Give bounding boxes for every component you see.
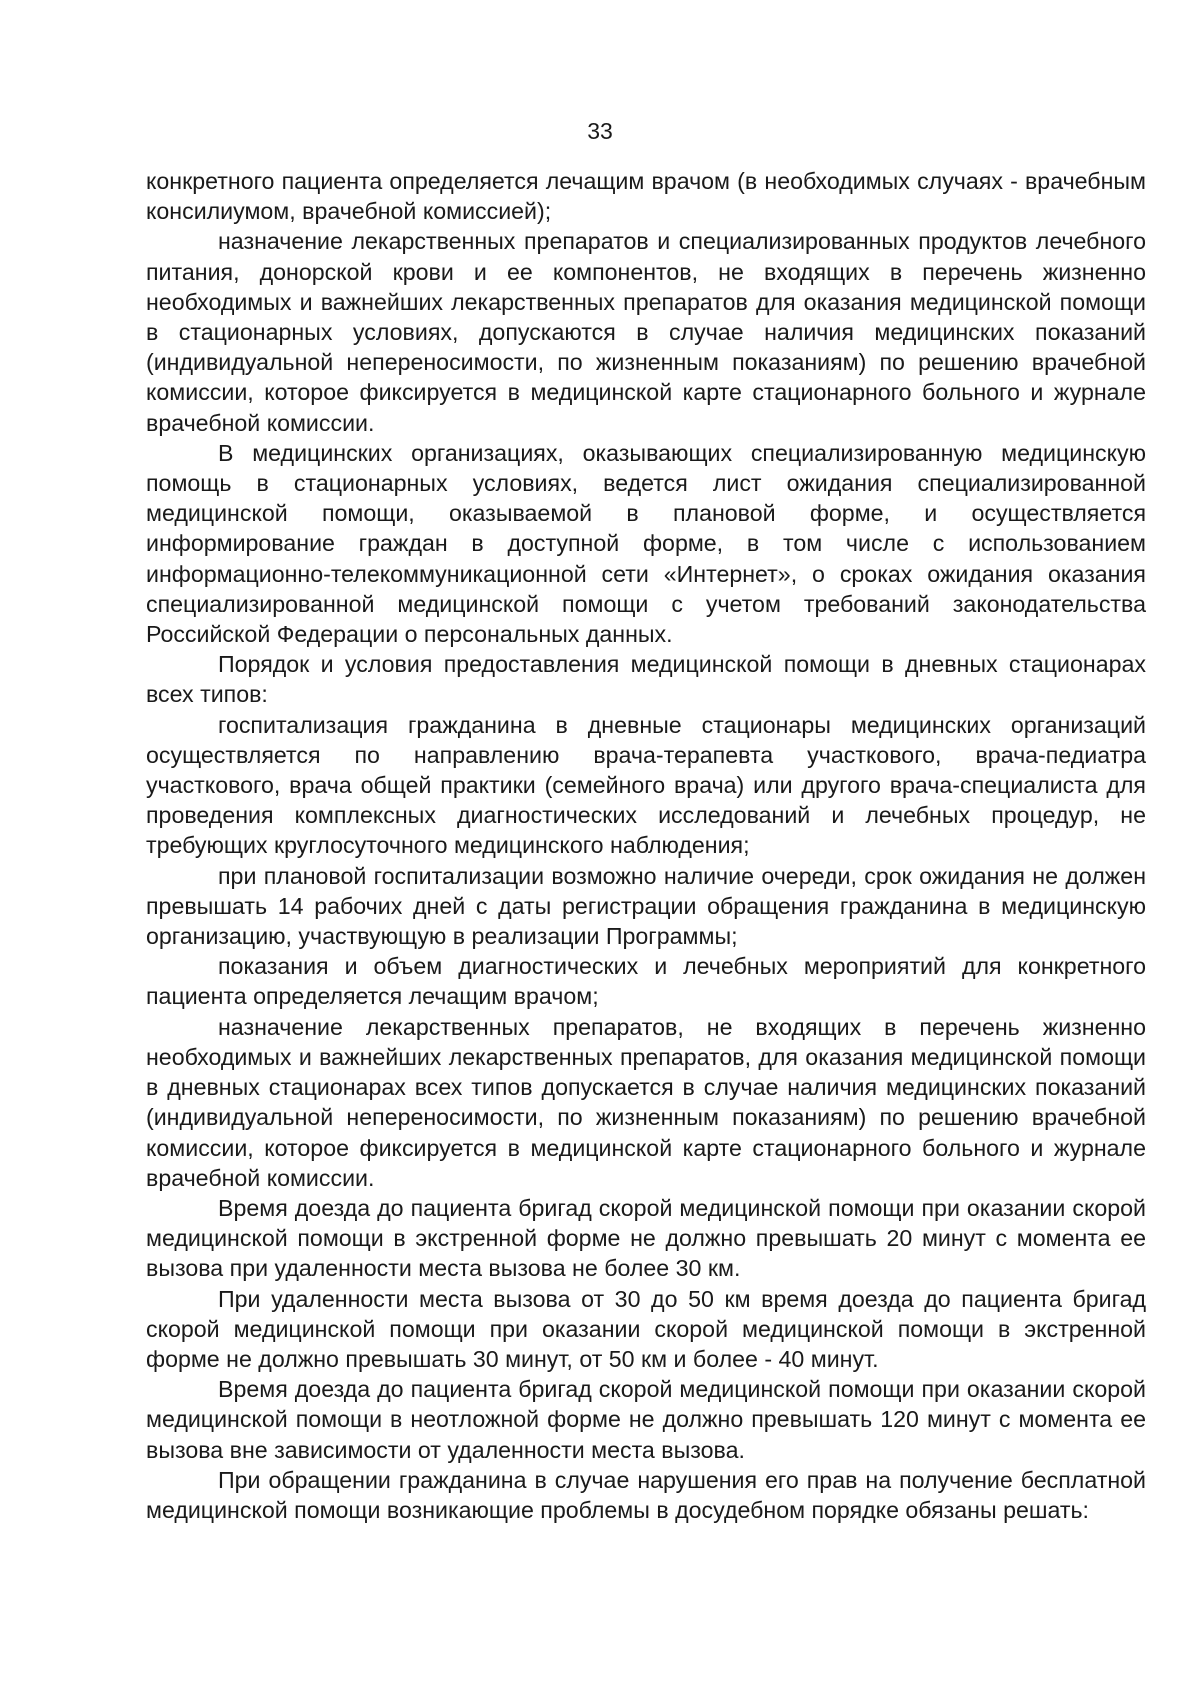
body-text	[146, 166, 1146, 1525]
paragraph-10: При удаленности места вызова от 30 до 50 км время доезда до пациента бригад скорой медицинской помощи при оказании скорой медицинской помощи в экстренной форме не должно превышать 30 минут, от 50 км и более - 40 минут.	[146, 1285, 1146, 1372]
paragraph-8: назначение лекарственных препаратов, не входящих в перечень жизненно необходимых и важнейших лекарственных препаратов, для оказания медицинской помощи в дневных стационарах всех типов допускается в случае наличия медицинских показаний (индивидуальной непереносимости, по жизненным показаниям) по решению врачебной комиссии, которое фиксируется в медицинской карте стационарного больного и журнале врачебной комиссии.	[146, 1013, 1146, 1191]
paragraph-4: Порядок и условия предоставления медицинской помощи в дневных стационарах всех типов:	[146, 651, 1146, 708]
paragraph-12: При обращении гражданина в случае нарушения его прав на получение бесплатной медицинской помощи возникающие проблемы в досудебном порядке обязаны решать:	[146, 1466, 1146, 1523]
paragraph-11: Время доезда до пациента бригад скорой медицинской помощи при оказании скорой медицинской помощи в неотложной форме не должно превышать 120 минут с момента ее вызова вне зависимости от удаленности места вызова.	[146, 1376, 1146, 1463]
paragraph-7: показания и объем диагностических и лечебных мероприятий для конкретного пациента определяется лечащим врачом;	[146, 953, 1146, 1010]
paragraph-9: Время доезда до пациента бригад скорой медицинской помощи при оказании скорой медицинской помощи в экстренной форме не должно превышать 20 минут с момента ее вызова при удаленности места вызова не более 30 км.	[146, 1194, 1146, 1282]
page-number: 33	[587, 118, 613, 144]
paragraph-6: при плановой госпитализации возможно наличие очереди, срок ожидания не должен превышать 14 рабочих дней с даты регистрации обращения гражданина в медицинскую организацию, участвующую в реализации Программы;	[146, 862, 1146, 950]
paragraph-1: конкретного пациента определяется лечащим врачом (в необходимых случаях - врачебным консилиумом, врачебной комиссией);	[146, 168, 1146, 225]
paragraph-5: госпитализация гражданина в дневные стационары медицинских организаций осуществляется по направлению врача-терапевта участкового, врача-педиатра участкового, врача общей практики (семейного врача) или другого врача-специалиста для проведения комплексных диагностических исследований и лечебных процедур, не требующих круглосуточного медицинского наблюдения;	[146, 711, 1146, 859]
paragraph-2: назначение лекарственных препаратов и специализированных продуктов лечебного питания, донорской крови и ее компонентов, не входящих в перечень жизненно необходимых и важнейших лекарственных препаратов для оказания медицинской помощи в стационарных условиях, допускаются в случае наличия медицинских показаний (индивидуальной непереносимости, по жизненным показаниям) по решению врачебной комиссии, которое фиксируется в медицинской карте стационарного больного и журнале врачебной комиссии.	[146, 228, 1146, 436]
paragraph-3: В медицинских организациях, оказывающих специализированную медицинскую помощь в стационарных условиях, ведется лист ожидания специализированной медицинской помощи, оказываемой в плановой форме, и осуществляется информирование граждан в доступной форме, в том числе с использованием информационно-телекоммуникационной сети «Интернет», о сроках ожидания оказания специализированной медицинской помощи с учетом требований законодательства Российской Федерации о персональных данных.	[146, 439, 1146, 648]
